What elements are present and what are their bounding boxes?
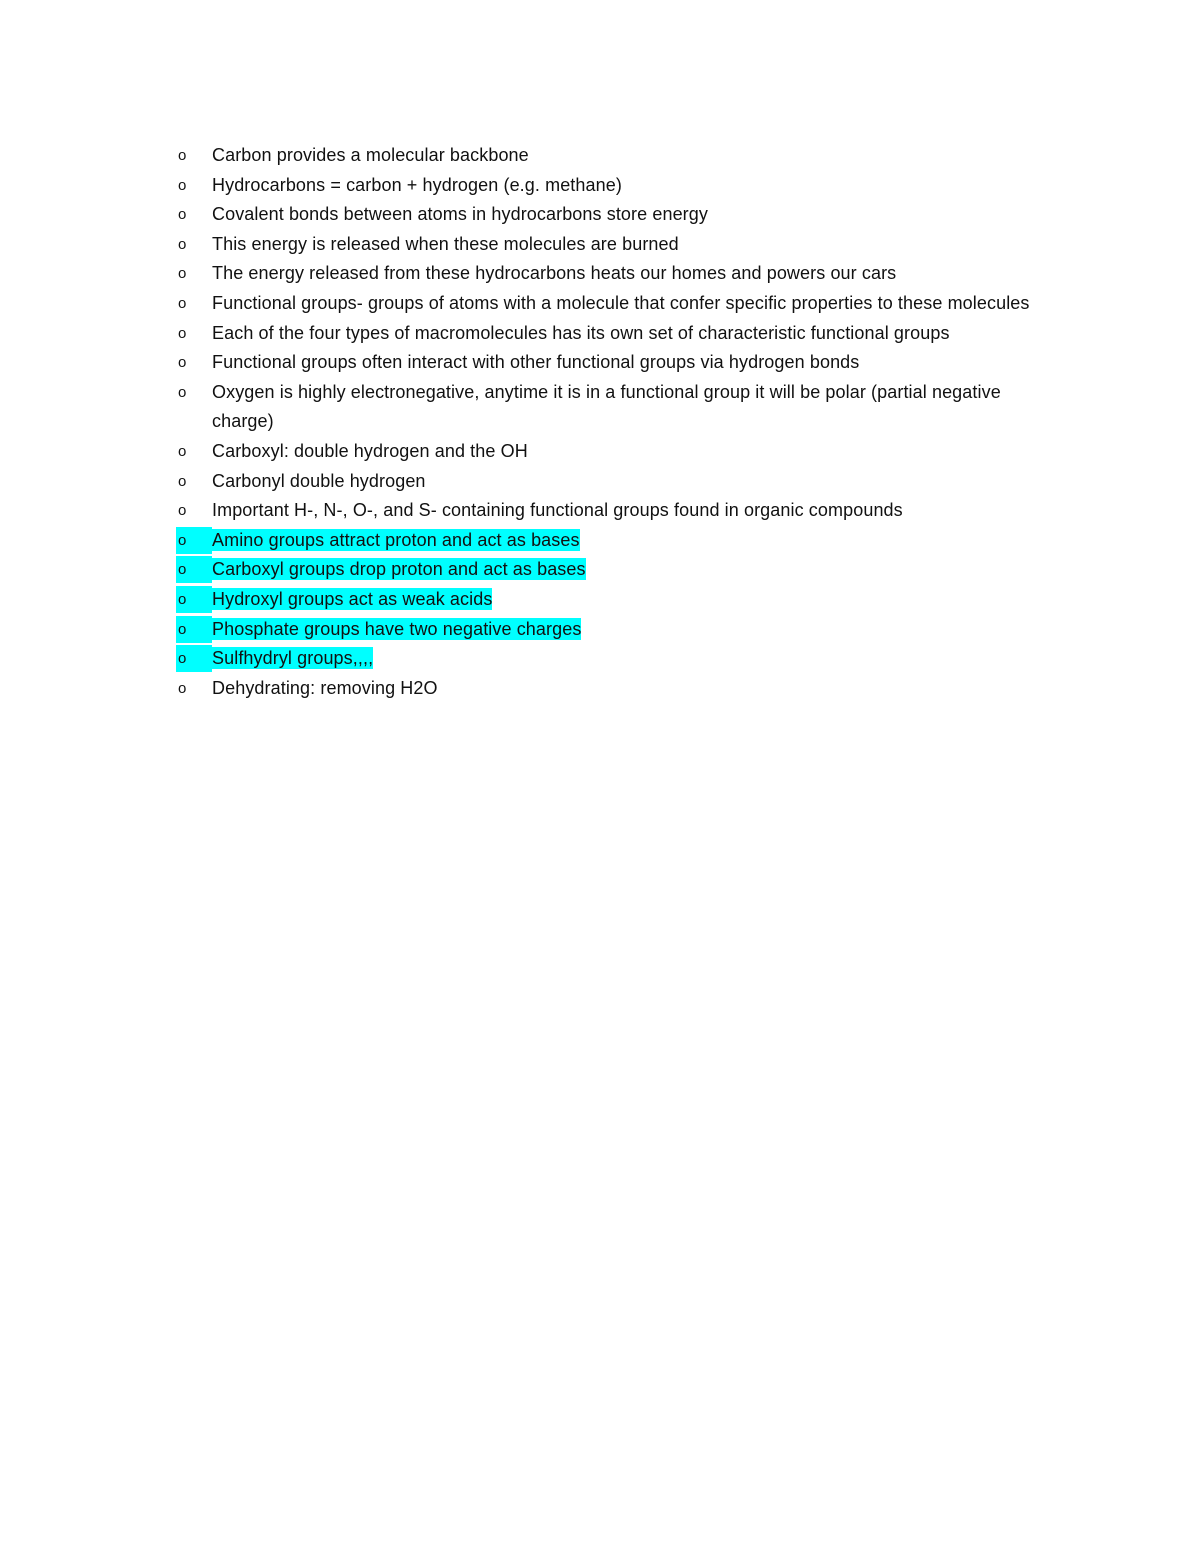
highlighted-list-item [176, 555, 1056, 585]
list-item [176, 496, 1056, 526]
list-item [176, 200, 1056, 230]
list-item-text: Important H-, N-, O-, and S- containing functional groups found in organic compounds [212, 500, 903, 521]
bullet-marker: o [176, 645, 212, 672]
list-item [176, 467, 1056, 497]
list-item [176, 319, 1056, 349]
bullet-marker: o [178, 679, 187, 697]
list-item-text: This energy is released when these molecules are burned [212, 233, 679, 254]
list-item-text: Hydroxyl groups act as weak acids [212, 588, 493, 609]
list-item-text: Dehydrating: removing H2O [212, 677, 438, 698]
list-item-text: Carboxyl groups drop proton and act as bases [212, 559, 586, 580]
list-item-text: Covalent bonds between atoms in hydrocarbons store energy [212, 204, 708, 225]
highlighted-list-item [176, 644, 1056, 674]
bullet-marker: o [178, 472, 187, 490]
list-item-text: Oxygen is highly electronegative, anytime it is in a functional group it will be polar (partial negative charge) [212, 381, 1001, 432]
list-item-text: The energy released from these hydrocarbons heats our homes and powers our cars [212, 263, 897, 284]
list-item [176, 674, 1056, 704]
bullet-marker: o [178, 176, 187, 194]
list-item-text: Phosphate groups have two negative charges [212, 618, 582, 639]
highlighted-list-item [176, 615, 1056, 645]
bullet-list [176, 141, 1056, 703]
highlighted-list-item [176, 585, 1056, 615]
highlighted-list-item [176, 526, 1056, 556]
bullet-marker: o [178, 265, 187, 283]
list-item-text: Carbonyl double hydrogen [212, 470, 426, 491]
bullet-marker: o [176, 556, 212, 583]
bullet-marker: o [178, 383, 187, 401]
bullet-marker: o [178, 324, 187, 342]
list-item-text: Sulfhydryl groups,,,, [212, 648, 374, 669]
list-item [176, 259, 1056, 289]
bullet-marker: o [178, 147, 187, 164]
bullet-marker: o [176, 616, 212, 643]
list-item-text: Amino groups attract proton and act as bases [212, 529, 580, 550]
list-item [176, 141, 1056, 171]
list-item [176, 230, 1056, 260]
list-item [176, 171, 1056, 201]
list-item-text: Carbon provides a molecular backbone [212, 145, 529, 165]
list-item [176, 437, 1056, 467]
bullet-marker: o [178, 502, 187, 520]
list-item-text: Carboxyl: double hydrogen and the OH [212, 440, 528, 461]
bullet-marker: o [178, 235, 187, 253]
list-item-text: Each of the four types of macromolecules has its own set of characteristic functional groups [212, 322, 950, 343]
bullet-marker: o [178, 354, 187, 372]
bullet-marker: o [178, 294, 187, 312]
list-item-text: Hydrocarbons = carbon + hydrogen (e.g. methane) [212, 174, 622, 195]
list-item [176, 348, 1056, 378]
bullet-marker: o [178, 206, 187, 224]
list-item [176, 378, 1056, 437]
list-item-text: Functional groups- groups of atoms with a molecule that confer specific properties to these molecules [212, 292, 1030, 313]
bullet-marker: o [176, 527, 212, 554]
bullet-marker: o [176, 586, 212, 613]
list-item-text: Functional groups often interact with other functional groups via hydrogen bonds [212, 352, 860, 373]
bullet-marker: o [178, 442, 187, 460]
list-item [176, 289, 1056, 319]
